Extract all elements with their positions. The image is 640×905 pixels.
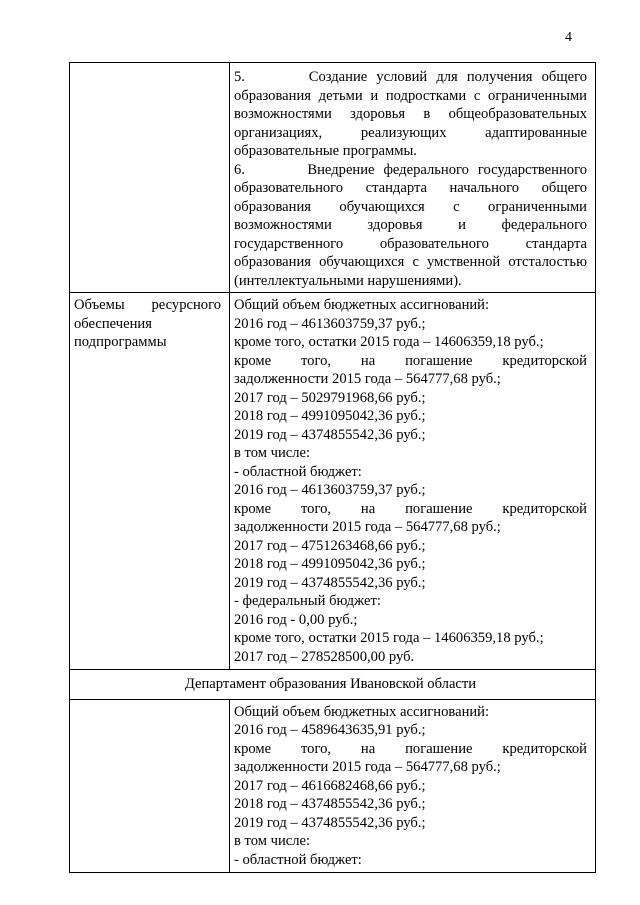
- subprogram-passport-table: [69, 62, 596, 873]
- budget-line: в том числе:: [234, 833, 311, 849]
- resources-label-line3: подпрограммы: [74, 334, 167, 350]
- budget-line: 2017 год – 4751263468,66 руб.;: [234, 537, 426, 554]
- budget-line: - областной бюджет:: [234, 463, 362, 480]
- department-title: Департамент образования Ивановской области: [184, 676, 477, 692]
- resources-label-line1: Объемы ресурсного: [74, 297, 221, 313]
- budget-line: задолженности 2015 года – 564777,68 руб.;: [234, 519, 501, 535]
- department-content-cell: [230, 699, 596, 873]
- item5-line1: 5. Создание условий для получения общего: [234, 69, 587, 85]
- budget-line: 2018 год – 4991095042,36 руб.;: [234, 408, 426, 424]
- budget-line: кроме того, остатки 2015 года – 14606359,18 руб.;: [234, 630, 544, 646]
- resources-lines: [234, 296, 587, 666]
- item6-line5: государственного образовательного стандарта: [234, 235, 587, 252]
- department-row: [70, 670, 596, 700]
- budget-line: кроме того, на погашение кредиторской: [234, 740, 587, 757]
- department-resources-row: [70, 699, 596, 873]
- item6-line1: 6. Внедрение федерального государственного: [234, 161, 587, 178]
- goals-row: [70, 63, 596, 293]
- item6-line7: (интеллектуальными нарушениями).: [234, 272, 462, 289]
- budget-line: 2016 год – 4613603759,37 руб.;: [234, 315, 426, 332]
- budget-line: 2016 год – 4589643635,91 руб.;: [234, 722, 426, 738]
- page-number: 4: [565, 30, 572, 45]
- department-resources-lines: [234, 703, 587, 870]
- item5-line2: образования детьми и подростками с ограниченными: [234, 87, 587, 104]
- budget-line: в том числе:: [234, 445, 311, 461]
- item6-line6: образования обучающихся с умственной отсталостью: [234, 254, 587, 270]
- resources-label-line2: обеспечения: [74, 315, 152, 332]
- budget-line: задолженности 2015 года – 564777,68 руб.;: [234, 759, 501, 775]
- item6-line4: возможностями здоровья и федерального: [234, 217, 587, 233]
- budget-line: кроме того, остатки 2015 года – 14606359,18 руб.;: [234, 334, 544, 350]
- budget-line: - федеральный бюджет:: [234, 593, 381, 609]
- resources-row: [70, 293, 596, 670]
- budget-line: задолженности 2015 года – 564777,68 руб.;: [234, 371, 501, 387]
- budget-line: 2018 год – 4374855542,36 руб.;: [234, 796, 426, 812]
- budget-line: 2018 год – 4991095042,36 руб.;: [234, 556, 426, 572]
- goals-label-cell: [70, 63, 230, 293]
- budget-line: 2017 год – 5029791968,66 руб.;: [234, 389, 426, 406]
- budget-line: 2016 год – 4613603759,37 руб.;: [234, 482, 426, 498]
- budget-line: - областной бюджет:: [234, 851, 362, 868]
- goals-content-cell: [230, 63, 596, 293]
- item6-line3: образования обучающихся с ограниченными: [234, 198, 587, 215]
- budget-line: кроме того, на погашение кредиторской: [234, 352, 587, 369]
- budget-line: Общий объем бюджетных ассигнований:: [234, 297, 490, 313]
- item6-line2: образовательного стандарта начального общего: [234, 180, 587, 196]
- resources-content-cell: [230, 293, 596, 670]
- department-title-cell: [70, 670, 596, 700]
- budget-line: кроме того, на погашение кредиторской: [234, 500, 587, 517]
- budget-line: Общий объем бюджетных ассигнований:: [234, 703, 490, 720]
- department-label-cell: [70, 699, 230, 873]
- budget-line: 2019 год – 4374855542,36 руб.;: [234, 814, 426, 831]
- item5-line3: возможностями здоровья в общеобразовательных: [234, 106, 587, 122]
- resources-label-cell: [70, 293, 230, 670]
- budget-line: 2016 год - 0,00 руб.;: [234, 611, 358, 628]
- item5-line4: организациях, реализующих адаптированные: [234, 124, 587, 141]
- item5-line5: образовательные программы.: [234, 143, 417, 159]
- budget-line: 2019 год – 4374855542,36 руб.;: [234, 574, 426, 591]
- budget-line: 2017 год – 4616682468,66 руб.;: [234, 777, 426, 794]
- budget-line: 2017 год – 278528500,00 руб.: [234, 648, 415, 665]
- budget-line: 2019 год – 4374855542,36 руб.;: [234, 426, 426, 443]
